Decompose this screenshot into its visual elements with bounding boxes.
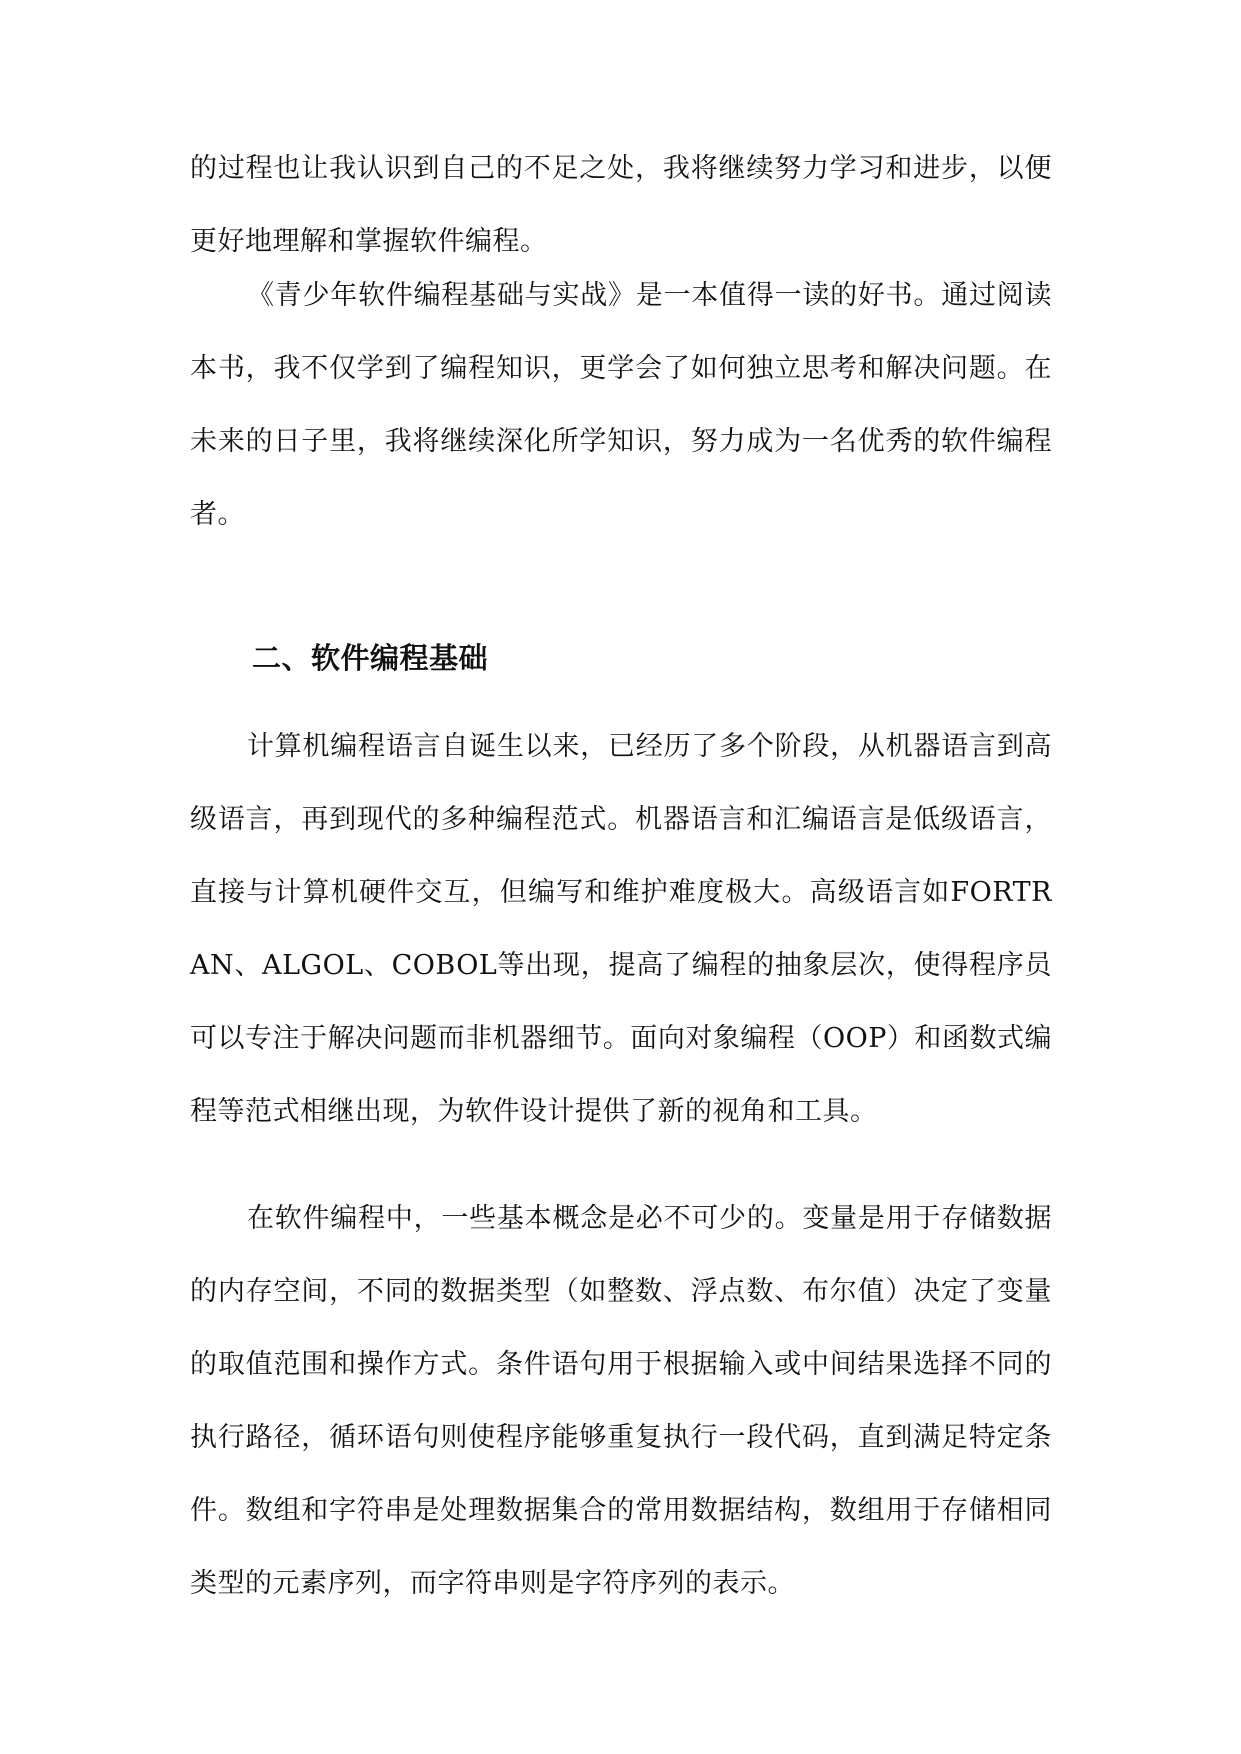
section-paragraph-1-block [190, 710, 1052, 1148]
conclusion-paragraph: 《青少年软件编程基础与实战》是一本值得一读的好书。通过阅读本书，我不仅学到了编程知识，更学会了如何独立思考和解决问题。在未来的日子里，我将继续深化所学知识，努力成为一名优秀的软件编程者。 [190, 280, 1052, 530]
conclusion-paragraph-block [190, 259, 1052, 551]
section-paragraph-1: 计算机编程语言自诞生以来，已经历了多个阶段，从机器语言到高级语言，再到现代的多种编程范式。机器语言和汇编语言是低级语言，直接与计算机硬件交互，但编写和维护难度极大。高级语言如FORTRAN、ALGOL、COBOL等出现，提高了编程的抽象层次，使得程序员可以专注于解决问题而非机器细节。面向对象编程（OOP）和函数式编程等范式相继出现，为软件设计提供了新的视角和工具。 [190, 731, 1052, 1127]
section-paragraph-2-block [190, 1182, 1052, 1620]
continued-paragraph: 的过程也让我认识到自己的不足之处，我将继续努力学习和进步，以便更好地理解和掌握软件编程。 [190, 153, 1052, 257]
section-heading: 二、软件编程基础 [252, 641, 489, 675]
section-paragraph-2: 在软件编程中，一些基本概念是必不可少的。变量是用于存储数据的内存空间，不同的数据类型（如整数、浮点数、布尔值）决定了变量的取值范围和操作方式。条件语句用于根据输入或中间结果选择不同的执行路径，循环语句则使程序能够重复执行一段代码，直到满足特定条件。数组和字符串是处理数据集合的常用数据结构，数组用于存储相同类型的元素序列，而字符串则是字符序列的表示。 [190, 1203, 1052, 1599]
continued-paragraph-block [190, 132, 1052, 278]
section-heading-block [190, 622, 1052, 695]
